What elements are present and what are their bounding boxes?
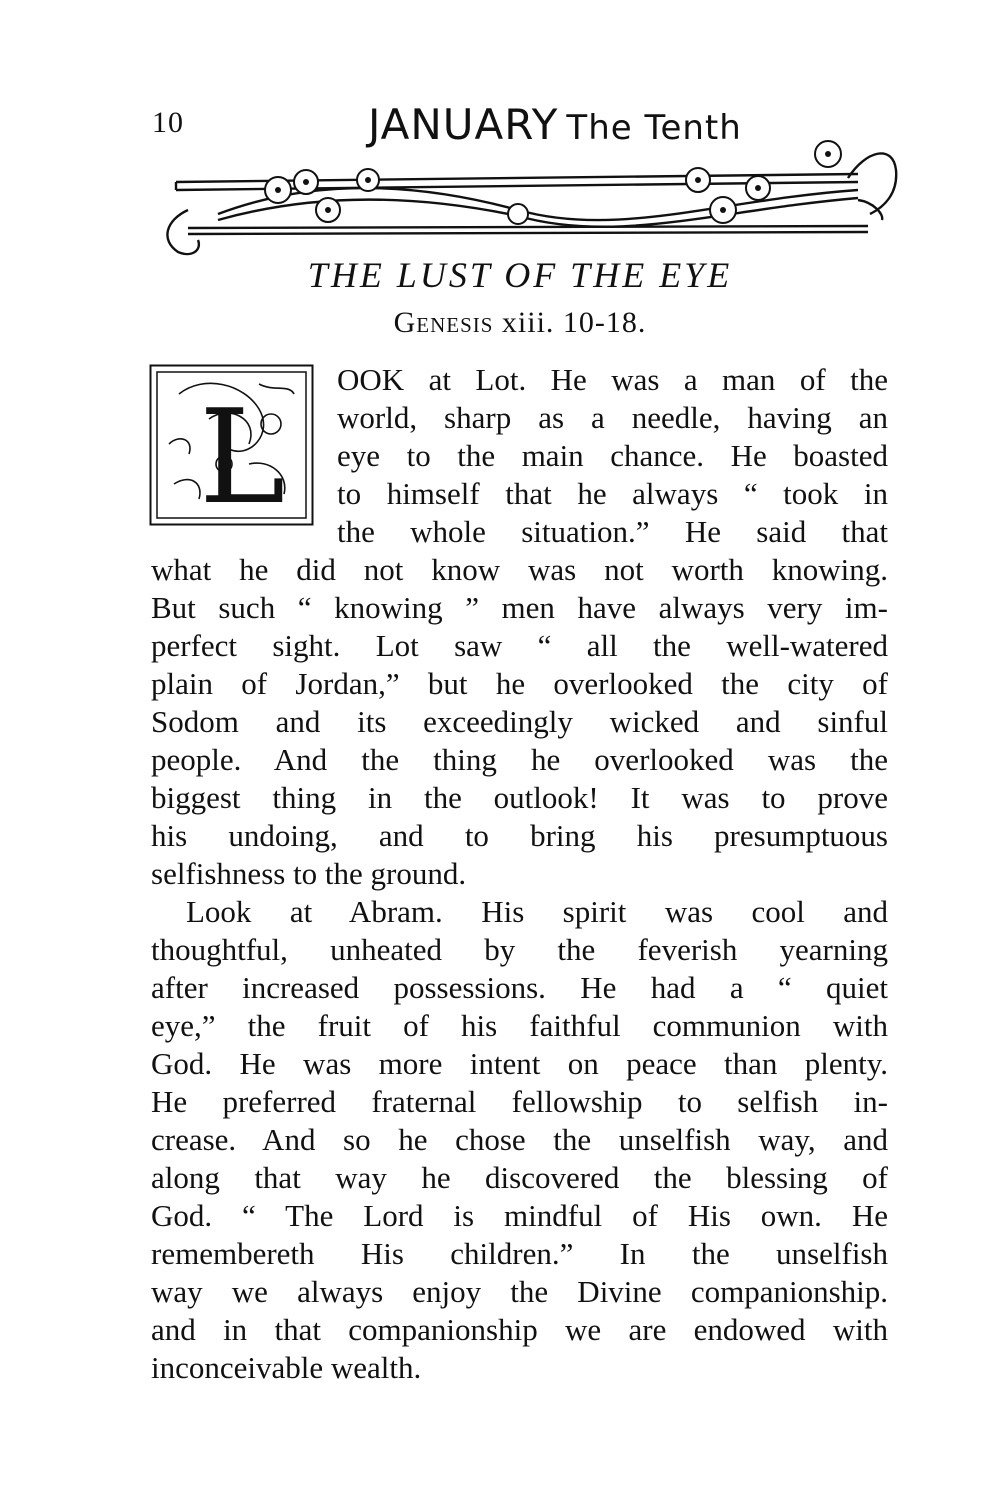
text-line: and in that companionship we are endowed with [151, 1312, 888, 1347]
drop-cap-letter: L [199, 381, 286, 526]
scripture-reference [150, 306, 890, 340]
text-line: eye to the main chance. He boasted [337, 438, 888, 473]
text-line: inconceivable wealth. [151, 1350, 422, 1385]
reference-chapter-verses: xiii. 10-18. [501, 306, 647, 339]
text-line: Sodom and its exceedingly wicked and sinful [151, 704, 888, 739]
text-line: OOK at Lot. He was a man of the [337, 362, 888, 397]
text-line: But such “ knowing ” men have always very im- [151, 590, 888, 625]
text-line: eye,” the fruit of his faithful communion with [151, 1008, 888, 1043]
text-line: to himself that he always “ took in [337, 476, 888, 511]
text-line: thoughtful, unheated by the feverish yearning [151, 932, 888, 967]
text-line: He preferred fraternal fellowship to selfish in- [151, 1084, 888, 1119]
text-line: what he did not know was not worth knowing. [151, 552, 888, 587]
text-line: way we always enjoy the Divine companionship. [151, 1274, 888, 1309]
day-label: The Tenth [566, 108, 742, 148]
ornamental-drop-cap [149, 364, 314, 526]
text-line: along that way he discovered the blessing of [151, 1160, 888, 1195]
text-line: people. And the thing he overlooked was the [151, 742, 888, 777]
month-label: JANUARY [368, 100, 559, 149]
text-line: perfect sight. Lot saw “ all the well-watered [151, 628, 888, 663]
entry-title: THE LUST OF THE EYE [307, 255, 733, 295]
text-line: plain of Jordan,” but he overlooked the city of [151, 666, 888, 701]
reference-book: Genesis [393, 306, 494, 339]
text-line: God. “ The Lord is mindful of His own. He [151, 1198, 888, 1233]
text-line: crease. And so he chose the unselfish way, and [151, 1122, 888, 1157]
text-line: Look at Abram. His spirit was cool and [186, 894, 888, 929]
text-line: remembereth His children.” In the unselfish [151, 1236, 888, 1271]
text-line: world, sharp as a needle, having an [337, 400, 888, 435]
text-line: after increased possessions. He had a “ quiet [151, 970, 888, 1005]
text-line: biggest thing in the outlook! It was to prove [151, 780, 888, 815]
floral-ornament-band [158, 140, 898, 260]
text-line: his undoing, and to bring his presumptuous [151, 818, 888, 853]
text-line: selfishness to the ground. [151, 856, 467, 891]
text-line: the whole situation.” He said that [337, 514, 888, 549]
page-number: 10 [152, 106, 184, 139]
text-line: God. He was more intent on peace than plenty. [151, 1046, 888, 1081]
